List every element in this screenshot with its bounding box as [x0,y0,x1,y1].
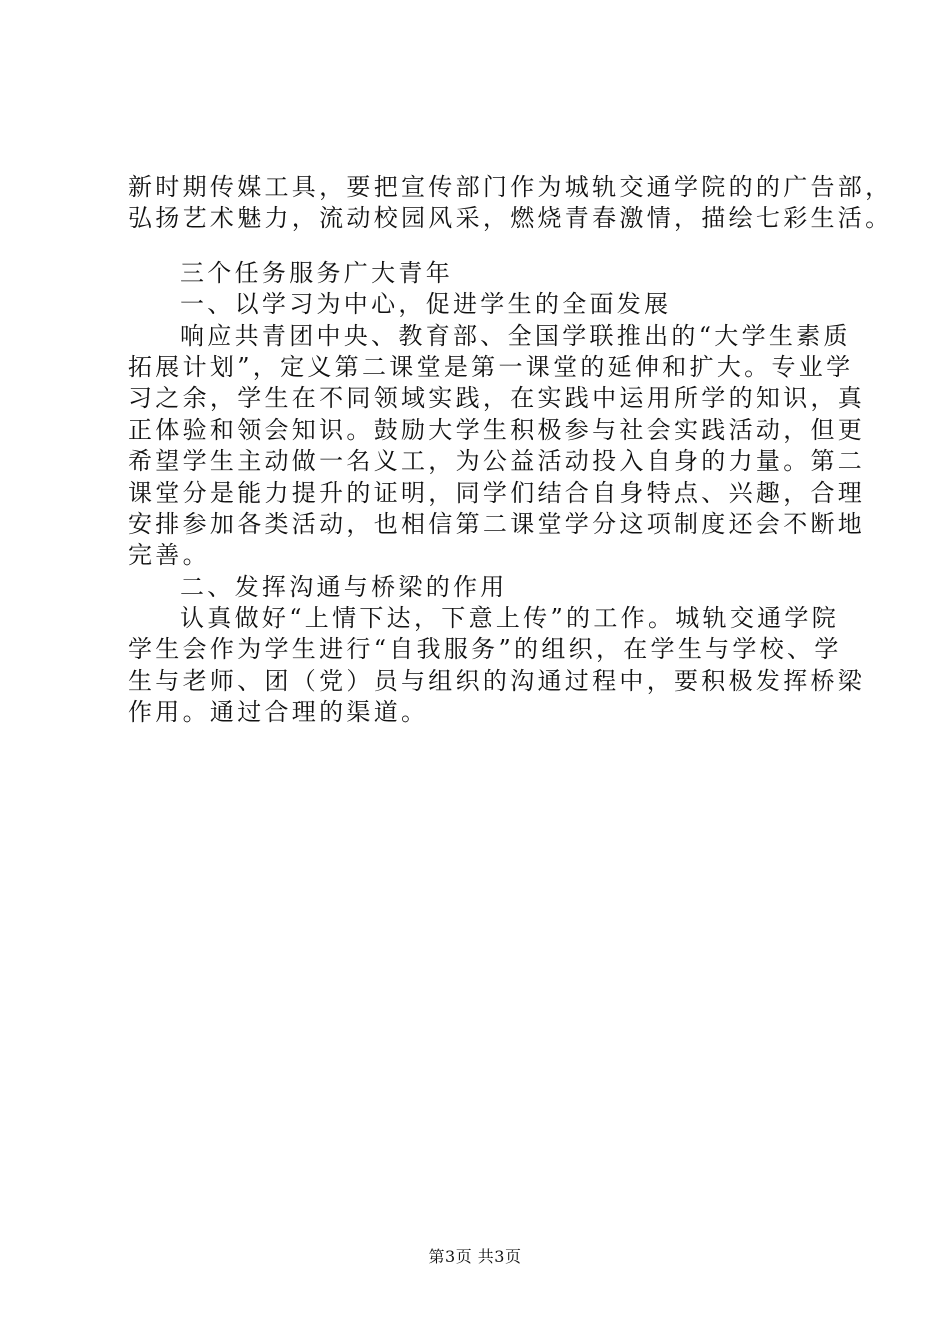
text-line: 认真做好“上情下达，下意上传”的工作。城轨交通学院 [180,604,840,633]
subsection-heading: 一、以学习为中心，促进学生的全面发展 [180,290,672,319]
text-line: 学生会作为学生进行“自我服务”的组织，在学生与学校、学 [128,635,842,664]
text-line: 习之余，学生在不同领域实践，在实践中运用所学的知识，真 [128,384,866,413]
text-line: 正体验和领会知识。鼓励大学生积极参与社会实践活动，但更 [128,415,866,444]
text-line: 课堂分是能力提升的证明，同学们结合自身特点、兴趣，合理 [128,478,866,507]
text-line: 拓展计划”，定义第二课堂是第一课堂的延伸和扩大。专业学 [128,352,854,381]
paragraph-gap [128,235,840,258]
page-number-footer: 第3页 共3页 [428,1247,522,1266]
text-line: 希望学生主动做一名义工，为公益活动投入自身的力量。第二 [128,447,866,476]
text-line: 响应共青团中央、教育部、全国学联推出的“大学生素质 [180,321,851,350]
subsection-heading: 二、发挥沟通与桥梁的作用 [180,572,508,601]
text-line: 作用。通过合理的渠道。 [128,698,429,727]
text-line: 安排参加各类活动，也相信第二课堂学分这项制度还会不断地 [128,509,866,538]
document-body [128,172,893,729]
text-line: 弘扬艺术魅力，流动校园风采，燃烧青春激情，描绘七彩生活。 [128,204,893,233]
text-line: 新时期传媒工具，要把宣传部门作为城轨交通学院的的广告部， [128,173,893,201]
section-heading: 三个任务服务广大青年 [180,258,453,287]
text-line: 完善。 [128,541,210,570]
text-line: 生与老师、团（党）员与组织的沟通过程中，要积极发挥桥梁 [128,666,866,695]
